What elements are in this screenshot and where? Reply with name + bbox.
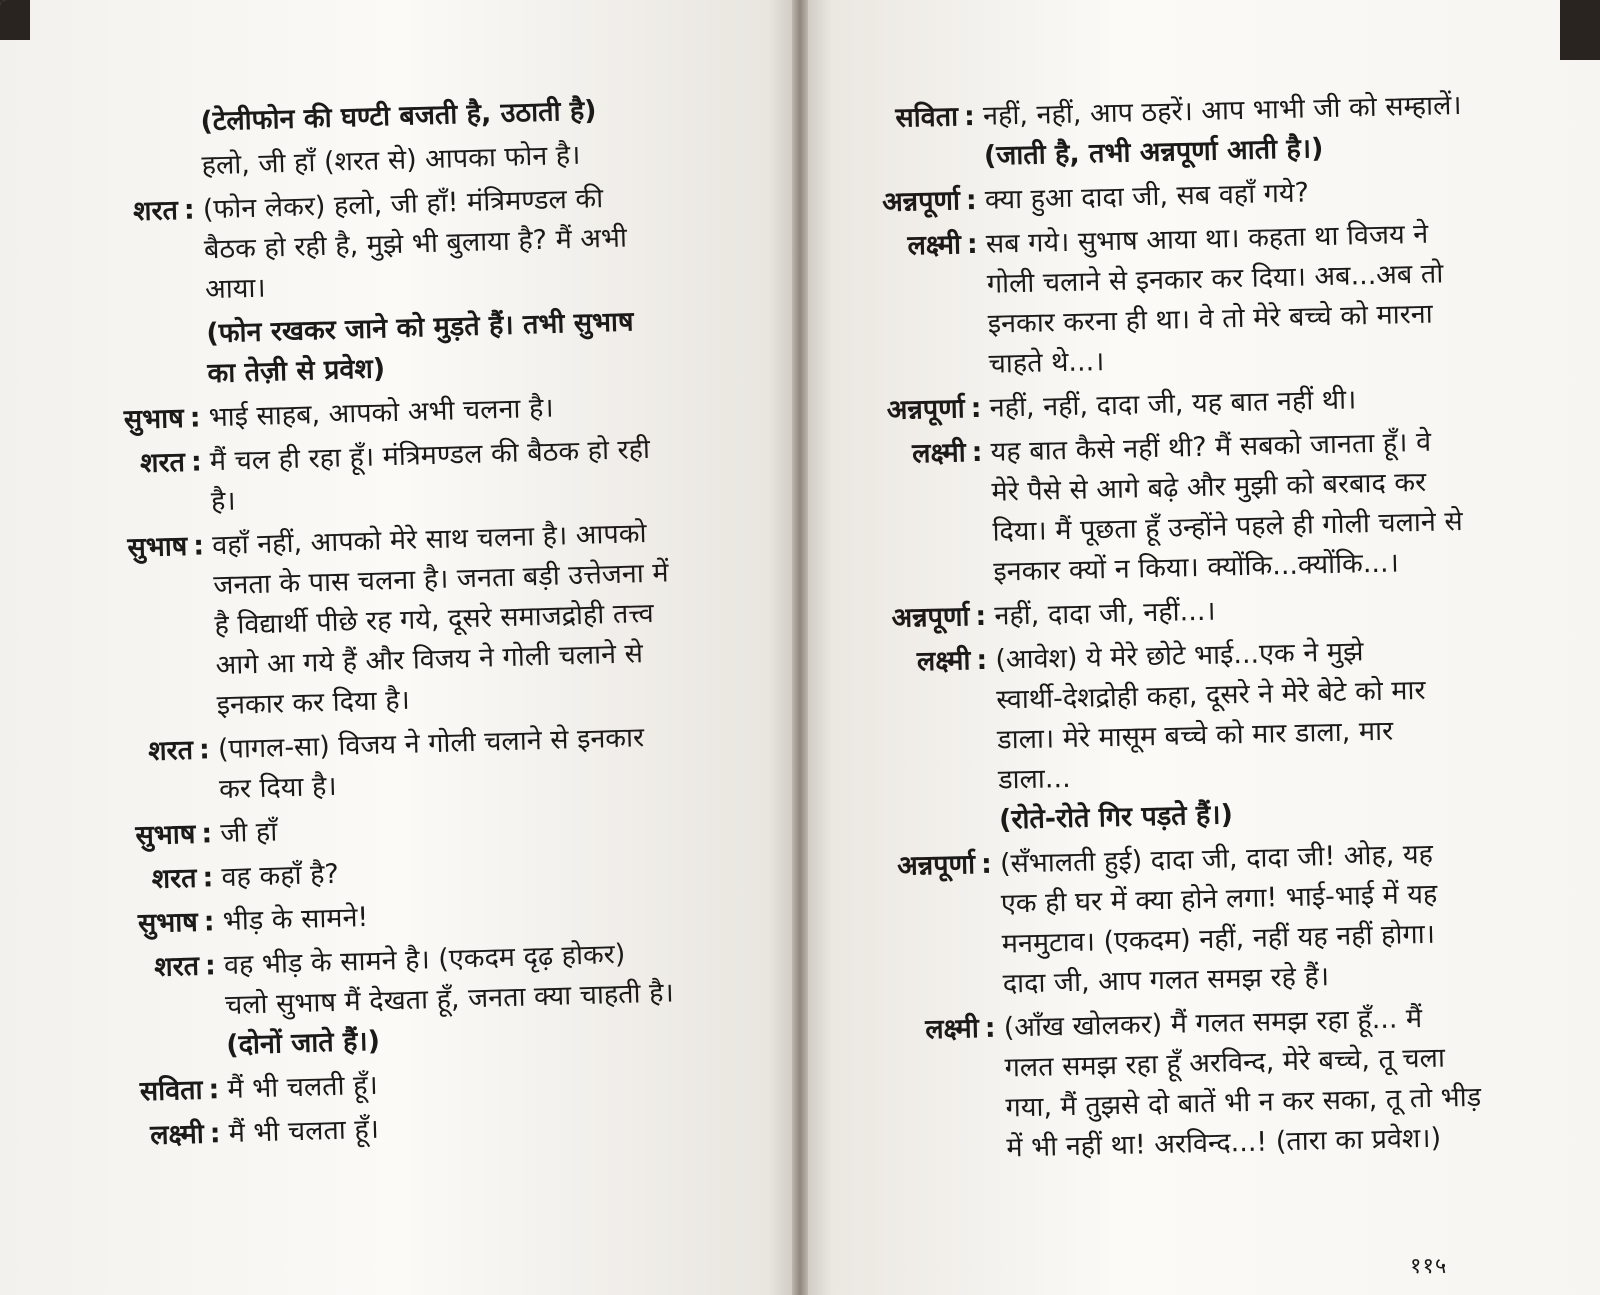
right-page-text — [800, 0, 1585, 1164]
speaker-name: अन्नपूर्णा — [891, 601, 970, 634]
dialogue-line: गोली चलाने से इनकार कर दिया। अब...अब तो — [986, 258, 1444, 300]
dialogue-line: दिया। मैं पूछता हूँ उन्होंने पहले ही गोली चलाने से — [992, 506, 1463, 548]
stage-direction-line: (दोनों जाते हैं।) — [225, 1025, 381, 1062]
dialogue-line: हलो, जी हाँ (शरत से) आपका फोन है। — [201, 139, 581, 182]
dialogue-line: इनकार क्यों न किया। क्योंकि...क्योंकि...। — [993, 547, 1400, 588]
speaker-colon: : — [204, 950, 217, 982]
speaker-colon: : — [202, 862, 214, 894]
dialogue-line: बैठक हो रही है, मुझे भी बुलाया है? मैं अभी — [203, 222, 628, 266]
dialogue-line: भाई साहब, आपको अभी चलना है। — [208, 392, 555, 434]
speaker-name: लक्ष्मी — [916, 645, 971, 678]
dialogue-line: है। — [210, 485, 237, 518]
speaker-name: सुभाष — [123, 402, 185, 436]
dialogue-line: (पागल-सा) विजय ने गोली चलाने से इनकार — [217, 722, 645, 766]
dialogue-line: है विद्यार्थी पीछे रह गये, दूसरे समाजद्रोही तत्त्व — [214, 597, 655, 642]
page-number: ११५ — [1410, 1254, 1448, 1279]
speaker-colon: : — [209, 1118, 221, 1150]
speaker-colon: : — [980, 848, 993, 881]
dialogue-line: आया। — [204, 272, 267, 306]
dialogue-line: इनकार करना ही था। वे तो मेरे बच्चे को मारना — [987, 298, 1434, 340]
speaker-name: लक्ष्मी — [907, 229, 962, 262]
dialogue-line: चाहते थे...। — [988, 346, 1105, 380]
dialogue-line: सब गये। सुभाष आया था। कहता था विजय ने — [985, 218, 1429, 260]
dialogue-line: मेरे पैसे से आगे बढ़े और मुझी को बरबाद कर — [991, 466, 1427, 508]
dialogue-line: इनकार कर दिया है। — [216, 684, 411, 722]
dialogue-line: चलो सुभाष मैं देखता हूँ, जनता क्या चाहती है। — [224, 977, 675, 1022]
speaker-name: अन्नपूर्णा — [896, 849, 976, 882]
dialogue-line: आगे आ गये हैं और विजय ने गोली चलाने से — [215, 638, 644, 682]
dialogue-line: स्वार्थी-देशद्रोही कहा, दूसरे ने मेरे बेटे को मार — [995, 674, 1426, 716]
dialogue-line: जनता के पास चलना है। जनता बड़ी उत्तेजना में — [212, 557, 669, 602]
left-page-text — [0, 0, 782, 1152]
speaker-colon: : — [200, 818, 213, 850]
dialogue-line: (आँख खोलकर) मैं गलत समझ रहा हूँ... मैं — [1003, 1003, 1423, 1044]
speaker-name: अन्नपूर्णा — [886, 393, 966, 427]
dialogue-line: दादा जी, आप गलत समझ रहे हैं। — [1002, 961, 1330, 1000]
dialogue-line: गया, मैं तुझसे दो बातें भी न कर सका, तू तो भीड़ — [1005, 1081, 1482, 1124]
speaker-colon: : — [192, 530, 205, 562]
speaker-name: अन्नपूर्णा — [881, 185, 961, 219]
speaker-name: शरत — [139, 446, 186, 480]
stage-direction-line: का तेज़ी से प्रवेश) — [207, 353, 386, 390]
speaker-name: लक्ष्मी — [149, 1118, 205, 1152]
stage-direction-line: (फोन रखकर जाने को मुड़ते हैं। तभी सुभाष — [205, 306, 634, 350]
dialogue-line: क्या हुआ दादा जी, सब वहाँ गये? — [984, 177, 1310, 216]
speaker-name: लक्ष्मी — [911, 437, 967, 470]
dialogue-line: मनमुटाव। (एकदम) नहीं, नहीं यह नहीं होगा। — [1001, 918, 1436, 960]
speaker-colon: : — [965, 184, 978, 217]
page-corner-shadow — [1560, 0, 1600, 60]
page-corner-shadow — [0, 0, 30, 40]
dialogue-line: मैं भी चलता हूँ। — [228, 1113, 380, 1149]
speaker-name: सुभाष — [127, 530, 188, 564]
dialogue-line: गलत समझ रहा हूँ अरविन्द, मेरे बच्चे, तू चला — [1004, 1042, 1446, 1084]
speaker-name: शरत — [153, 950, 200, 983]
dialogue-line: नहीं, नहीं, दादा जी, यह बात नहीं थी। — [989, 384, 1357, 424]
speaker-colon: : — [190, 446, 203, 478]
speaker-name: सविता — [139, 1074, 203, 1108]
stage-direction-line: (जाती है, तभी अन्नपूर्णा आती है।) — [983, 133, 1324, 172]
speaker-colon: : — [198, 734, 211, 766]
speaker-colon: : — [970, 392, 982, 425]
speaker-colon: : — [971, 436, 983, 469]
dialogue-line: (फोन लेकर) हलो, जी हाँ! मंत्रिमण्डल की — [202, 183, 604, 226]
right-page — [800, 0, 1600, 1295]
speaker-colon: : — [203, 906, 216, 938]
speaker-name: सुभाष — [137, 906, 199, 940]
stage-direction-line: (रोते-रोते गिर पड़ते हैं।) — [998, 799, 1234, 836]
speaker-name: शरत — [151, 862, 198, 896]
speaker-name: सविता — [895, 101, 959, 134]
speaker-name: लक्ष्मी — [924, 1013, 980, 1046]
dialogue-line: नहीं, दादा जी, नहीं...। — [994, 595, 1216, 632]
dialogue-line: (आवेश) ये मेरे छोटे भाई...एक ने मुझे — [995, 636, 1364, 676]
speaker-colon: : — [189, 402, 201, 434]
dialogue-line: डाला... — [997, 762, 1071, 796]
dialogue-line: वह कहाँ है? — [221, 858, 340, 894]
dialogue-line: वहाँ नहीं, आपको मेरे साथ चलना है। आपको — [211, 518, 647, 562]
speaker-colon: : — [966, 228, 979, 261]
speaker-colon: : — [976, 644, 988, 677]
dialogue-line: भीड़ के सामने! — [222, 902, 369, 938]
dialogue-line: में भी नहीं था! अरविन्द...! (तारा का प्रवेश।) — [1006, 1122, 1442, 1164]
speaker-colon: : — [984, 1012, 996, 1044]
dialogue-line: (सँभालती हुई) दादा जी, दादा जी! ओह, यह — [999, 838, 1434, 880]
dialogue-line: मैं भी चलती हूँ। — [227, 1069, 379, 1105]
stage-direction-line: (टेलीफोन की घण्टी बजती है, उठाती है) — [200, 95, 597, 138]
speaker-name: शरत — [132, 195, 179, 228]
book-spine — [792, 0, 808, 1295]
dialogue-line: वह भीड़ के सामने है। (एकदम दृढ़ होकर) — [223, 938, 626, 982]
dialogue-line: नहीं, नहीं, आप ठहरें। आप भाभी जी को सम्हालें। — [982, 89, 1462, 132]
speaker-colon: : — [208, 1074, 220, 1106]
speaker-name: शरत — [147, 734, 194, 768]
dialogue-line: यह बात कैसे नहीं थी? मैं सबको जानता हूँ। वे — [990, 426, 1432, 468]
speaker-name: सुभाष — [135, 818, 196, 852]
dialogue-line: कर दिया है। — [218, 770, 337, 806]
dialogue-line: एक ही घर में क्या होने लगा! भाई-भाई में यह — [1000, 878, 1438, 920]
dialogue-line: जी हाँ — [219, 816, 278, 850]
speaker-colon: : — [183, 194, 196, 226]
dialogue-line: डाला। मेरे मासूम बच्चे को मार डाला, मार — [996, 715, 1394, 756]
speaker-colon: : — [975, 600, 987, 633]
dialogue-line: मैं चल ही रहा हूँ। मंत्रिमण्डल की बैठक हो रही — [209, 433, 651, 478]
speaker-colon: : — [963, 100, 976, 133]
